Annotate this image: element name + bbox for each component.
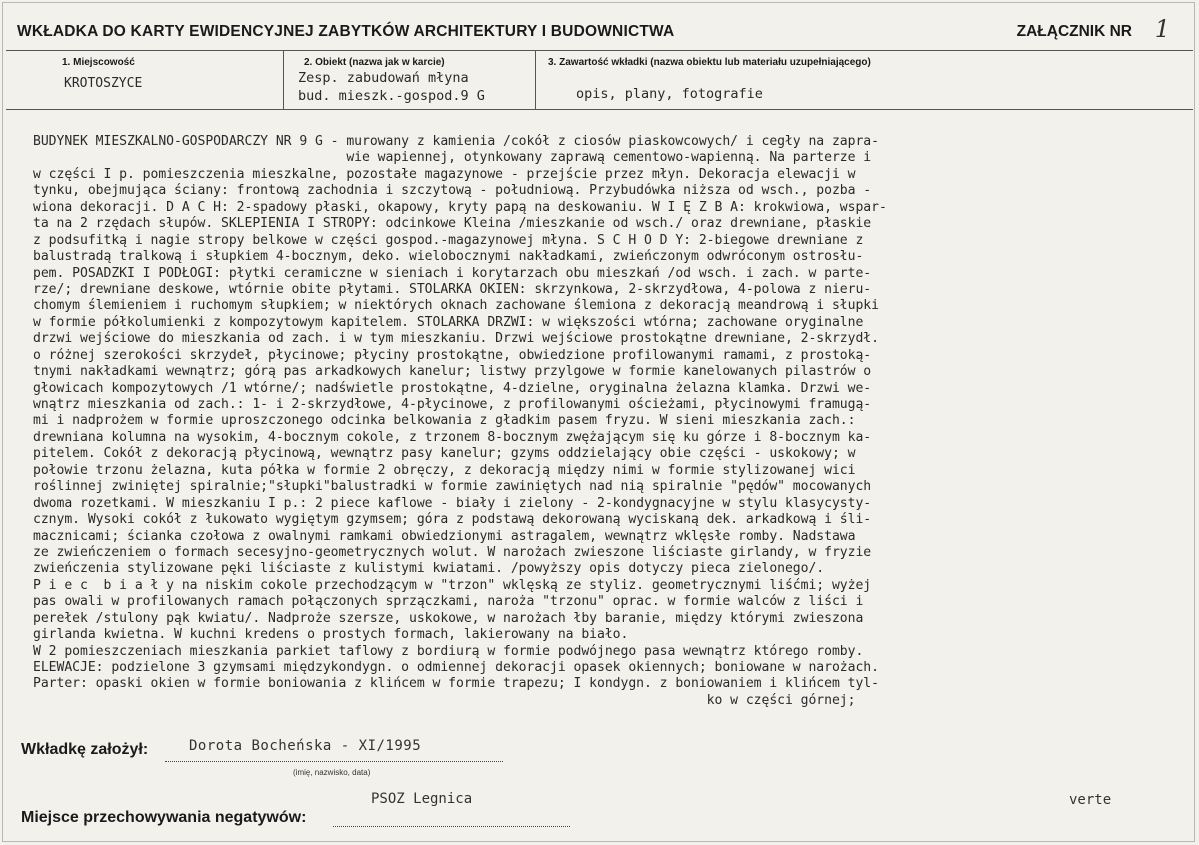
description-line: tynku, obejmująca ściany: frontową zachodnia i szczytową - południową. Przybudówka niższa od wsch., pozba - — [33, 183, 872, 199]
description-line: pitelem. Cokół z dekoracją płycinową, wewnątrz pasy kanelur; gzyms oddzielający obie części - uskokowy; w — [33, 446, 856, 462]
description-line: tnymi nakładkami wewnątrz; górą pas arkadkowych kanelur; listwy przylgowe w formie kanelowanych pilastrów o — [33, 364, 872, 380]
description-line: połowie trzonu żelazna, kuta półka w formie 2 obręczy, z dekoracją między nimi w formie stylizowanej wici — [33, 462, 856, 478]
annex-label: ZAŁĄCZNIK NR — [1016, 23, 1132, 40]
description-line: wie wapiennej, otynkowany zaprawą cementowo-wapienną. Na parterze i — [33, 150, 872, 166]
description-line: Parter: opaski okien w formie boniowania z klińcem w formie trapezu; I kondygn. z boniowaniem i klińcem tyl- — [33, 676, 879, 692]
description-line: z podsufitką i nagie stropy belkowe w części gospod.-magazynowej młyna. S C H O D Y: 2-biegowe drewniane z — [33, 232, 864, 248]
negatives-dotted-line — [333, 826, 570, 827]
locality-label: 1. Miejscowość — [62, 57, 135, 68]
object-field — [284, 51, 536, 109]
description-line: chomym ślemieniem i ruchomym słupkiem; w niektórych oknach zachowane ślemiona z dekoracją meandrową i słupki — [33, 298, 879, 314]
description-line: macznicami; ścianka czołowa z owalnymi ramkami obwiedzionymi astragalem, wewnątrz wklęsłe romby. Nadstawa — [33, 528, 856, 544]
verso-note: verte — [1069, 792, 1112, 808]
description-line: drewniana kolumna na wysokim, 4-bocznym cokole, z trzonem 8-bocznym zwężającym się ku górze i 8-bocznym ka- — [33, 429, 872, 445]
description-line: zwieńczenia stylizowane pęki liściaste z kulistymi kwiatami. /powyższy opis dotyczy pieca zielonego/. — [33, 561, 825, 577]
description-line: perełek /stulony pąk kwiatu/. Nadproże szersze, uskokowe, w narożach łby baranie, między którymi zwieszona — [33, 610, 864, 626]
founder-value: Dorota Bocheńska - XI/1995 — [189, 738, 422, 754]
field-row — [6, 50, 1193, 110]
description-line: W 2 pomieszczeniach mieszkania parkiet taflowy z bordiurą w formie podwójnego pasa wewnątrz którego romby. — [33, 643, 864, 659]
negatives-label: Miejsce przechowywania negatywów: — [21, 809, 307, 826]
description-line: dwoma rozetkami. W mieszkaniu I p.: 2 piece kaflowe - biały i zielony - 2-kondygnacyjne w stylu klasycysty- — [33, 495, 872, 511]
description-line: rze/; drewniane deskowe, wtórnie obite płytami. STOLARKA OKIEN: skrzynkowa, 2-skrzydłowa, 4-polowa z nieru- — [33, 281, 872, 297]
description-line: BUDYNEK MIESZKALNO-GOSPODARCZY NR 9 G - murowany z kamienia /cokół z ciosów piaskowcowych/ i cegły na zapra- — [33, 134, 879, 149]
description-line: w formie półkolumienki z kompozytowym kapitelem. STOLARKA DRZWI: w większości wtórna; zachowane oryginalne — [33, 314, 864, 330]
description-line: ze zwieńczeniem o formach secesyjno-geometrycznych wolut. W narożach zwieszone liściaste girlandy, w fryzie — [33, 544, 872, 560]
description-line: mi i nadprożem w formie uproszczonego odcinka belkowania z gładkim pasem fryzu. W sieni mieszkania zach.: — [33, 413, 856, 429]
description-line: ELEWACJE: podzielone 3 gzymsami międzykondygn. o odmiennej dekoracji opasek okiennych; boniowane w narożach. — [33, 660, 879, 675]
record-card — [2, 2, 1195, 842]
description-line: pas owali w profilowanych ramach połączonych sprzączkami, naroża "trzonu" oprac. w formie walców z liści i — [33, 594, 864, 610]
object-label: 2. Obiekt (nazwa jak w karcie) — [304, 57, 445, 68]
content-field — [536, 51, 1193, 109]
object-value — [298, 69, 485, 105]
content-value: opis, plany, fotografie — [576, 86, 763, 102]
description-line: drzwi wejściowe do mieszkania od zach. i w tym mieszkaniu. Drzwi wejściowe prostokątne drewniane, 2-skrzydł. — [33, 331, 879, 347]
description-line: głowicach kompozytowych /1 wtórne/; nadświetle prostokątne, 4-dzielne, oryginalna żelazna klamka. Drzwi we- — [33, 380, 872, 396]
locality-field — [6, 51, 284, 109]
content-label: 3. Zawartość wkładki (nazwa obiektu lub materiału uzupełniającego) — [548, 57, 871, 68]
founder-label: Wkładkę założył: — [21, 741, 149, 758]
founder-hint: (imię, nazwisko, data) — [293, 768, 371, 777]
card-title: WKŁADKA DO KARTY EWIDENCYJNEJ ZABYTKÓW ARCHITEKTURY I BUDOWNICTWA — [17, 23, 675, 40]
description-line: pem. POSADZKI I PODŁOGI: płytki ceramiczne w sieniach i korytarzach obu mieszkań /od wsch. i zach. w parte- — [33, 265, 872, 281]
locality-value: KROTOSZYCE — [64, 76, 143, 91]
object-value-line: Zesp. zabudowań młyna — [298, 70, 469, 86]
description-line: balustradą tralkową i słupkiem 4-bocznym, deko. wielobocznymi nakładkami, zwieńczonym odwróconym ostrosłu- — [33, 249, 864, 265]
negatives-value: PSOZ Legnica — [371, 791, 473, 807]
description-line: cznym. Wysoki cokół z łukowato wygiętym gzymsem; góra z podstawą dekorowaną wyciskaną dek. arkadkową i śli- — [33, 512, 872, 528]
description-line: roślinnej zwiniętej spiralnie;"słupki"balustradki w formie zawiniętych nad nią spiralnie "pędów" mocowanych — [33, 479, 872, 495]
founder-dotted-line — [165, 761, 503, 762]
description-line: ta na 2 rzędach słupów. SKLEPIENIA I STROPY: odcinkowe Kleina /mieszkanie od wsch./ oraz drewniane, płaskie — [33, 216, 872, 232]
description-line: o różnej szerokości skrzydeł, płycinowe; płyciny prostokątne, obwiedzione profilowanymi ramami, z prostoką- — [33, 347, 872, 363]
description-line: wnątrz mieszkania od zach.: 1- i 2-skrzydłowe, 4-płycinowe, z profilowanymi ościeżami, płycinowymi framugą- — [33, 397, 872, 412]
description-line: wiona dekoracji. D A C H: 2-spadowy płaski, okapowy, kryty papą na deskowaniu. W I Ę Z B A: krokwiowa, wspar- — [33, 199, 887, 215]
description-line: ko w części górnej; — [33, 692, 856, 708]
object-value-line: bud. mieszk.-gospod.9 G — [298, 88, 485, 104]
description-line: w części I p. pomieszczenia mieszkalne, pozostałe magazynowe - przejście przez młyn. Dekoracja elewacji w — [33, 166, 856, 182]
description-line: P i e c b i a ł y na niskim cokole przechodzącym w "trzon" wklęską ze styliz. geometrycznymi liśćmi; wyżej — [33, 577, 872, 593]
description-text — [33, 134, 1153, 709]
description-line: girlanda kwietna. W kuchni kredens o prostych formach, lakierowany na biało. — [33, 627, 629, 643]
annex-number: 1 — [1154, 15, 1170, 43]
